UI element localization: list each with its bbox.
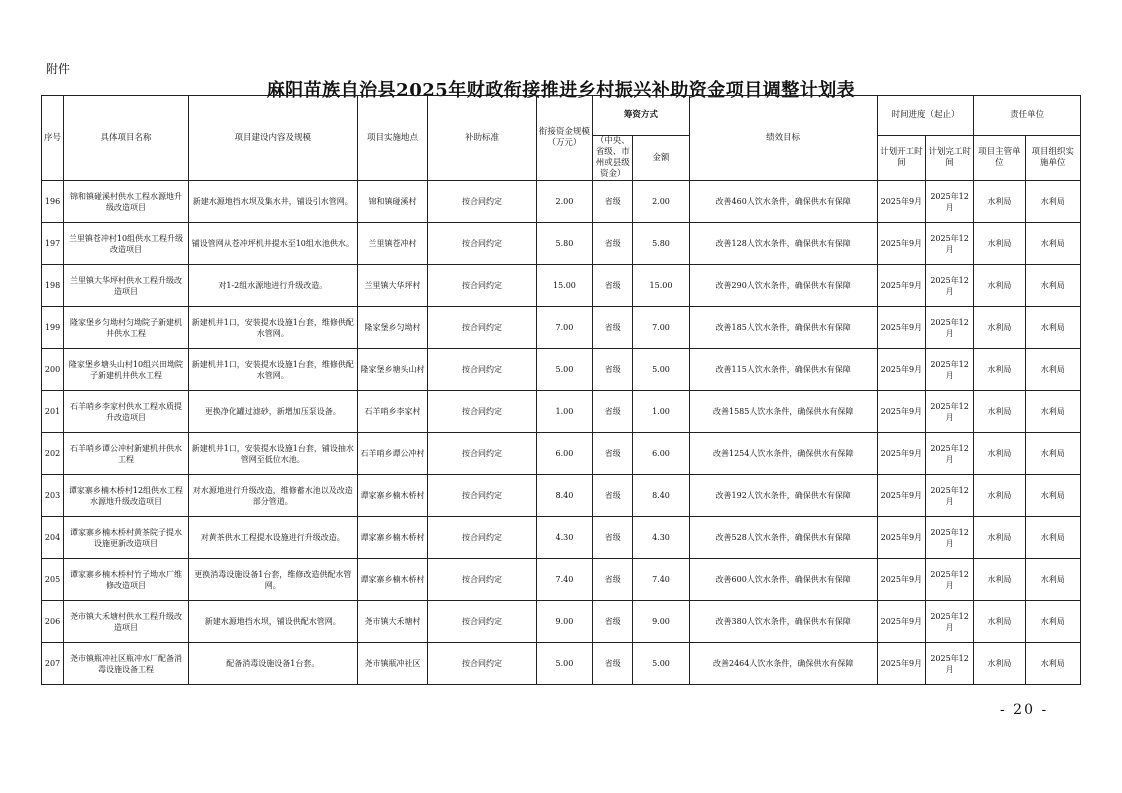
fund-source-cell: 省级 bbox=[593, 517, 633, 559]
performance-goal-cell: 改善528人饮水条件，确保供水有保障 bbox=[689, 517, 877, 559]
planned-end-cell: 2025年12月 bbox=[925, 433, 973, 475]
fund-amount-cell: 5.00 bbox=[633, 349, 689, 391]
header-funding-source: （中央、省级、市州或县级资金） bbox=[593, 136, 633, 181]
table-row bbox=[42, 349, 1081, 391]
subsidy-standard-cell: 按合同约定 bbox=[428, 433, 537, 475]
planned-start-cell: 2025年9月 bbox=[877, 517, 925, 559]
subsidy-standard-cell: 按合同约定 bbox=[428, 643, 537, 685]
planned-start-cell: 2025年9月 bbox=[877, 601, 925, 643]
planned-start-cell: 2025年9月 bbox=[877, 475, 925, 517]
project-content-cell: 配备消毒设施设备1台套。 bbox=[188, 643, 357, 685]
row-number-cell: 199 bbox=[42, 307, 64, 349]
header-name: 具体项目名称 bbox=[64, 96, 189, 181]
header-no: 序号 bbox=[42, 96, 64, 181]
implementing-unit-cell: 水利局 bbox=[1025, 601, 1080, 643]
planned-start-cell: 2025年9月 bbox=[877, 643, 925, 685]
managing-dept-cell: 水利局 bbox=[974, 307, 1025, 349]
subsidy-standard-cell: 按合同约定 bbox=[428, 475, 537, 517]
project-content-cell: 对黄茶供水工程提水设施进行升级改造。 bbox=[188, 517, 357, 559]
implementing-unit-cell: 水利局 bbox=[1025, 433, 1080, 475]
project-location-cell: 锦和镇碰溪村 bbox=[357, 181, 427, 223]
planned-end-cell: 2025年12月 bbox=[925, 223, 973, 265]
implementing-unit-cell: 水利局 bbox=[1025, 475, 1080, 517]
header-scale: 衔接资金规模（万元） bbox=[536, 96, 592, 181]
implementing-unit-cell: 水利局 bbox=[1025, 643, 1080, 685]
header-responsible: 责任单位 bbox=[974, 96, 1081, 136]
fund-scale-cell: 2.00 bbox=[536, 181, 592, 223]
managing-dept-cell: 水利局 bbox=[974, 391, 1025, 433]
header-impl: 项目组织实施单位 bbox=[1025, 136, 1080, 181]
implementing-unit-cell: 水利局 bbox=[1025, 349, 1080, 391]
fund-amount-cell: 5.00 bbox=[633, 643, 689, 685]
planned-start-cell: 2025年9月 bbox=[877, 391, 925, 433]
implementing-unit-cell: 水利局 bbox=[1025, 265, 1080, 307]
row-number-cell: 201 bbox=[42, 391, 64, 433]
fund-source-cell: 省级 bbox=[593, 433, 633, 475]
managing-dept-cell: 水利局 bbox=[974, 475, 1025, 517]
subsidy-standard-cell: 按合同约定 bbox=[428, 265, 537, 307]
subsidy-standard-cell: 按合同约定 bbox=[428, 391, 537, 433]
performance-goal-cell: 改善128人饮水条件，确保供水有保障 bbox=[689, 223, 877, 265]
fund-amount-cell: 7.00 bbox=[633, 307, 689, 349]
project-content-cell: 更换消毒设施设备1台套，维修改造供配水管网。 bbox=[188, 559, 357, 601]
project-name-cell: 锦和镇碰溪村供水工程水源地升级改造项目 bbox=[64, 181, 189, 223]
project-location-cell: 兰里镇大华坪村 bbox=[357, 265, 427, 307]
fund-source-cell: 省级 bbox=[593, 601, 633, 643]
table-row bbox=[42, 391, 1081, 433]
row-number-cell: 205 bbox=[42, 559, 64, 601]
performance-goal-cell: 改善600人饮水条件，确保供水有保障 bbox=[689, 559, 877, 601]
header-goal: 绩效目标 bbox=[689, 96, 877, 181]
project-content-cell: 新建机井1口，安装提水设施1台套，维修供配水管网。 bbox=[188, 307, 357, 349]
fund-scale-cell: 5.00 bbox=[536, 349, 592, 391]
project-location-cell: 尧市镇瓶冲社区 bbox=[357, 643, 427, 685]
fund-scale-cell: 4.30 bbox=[536, 517, 592, 559]
planned-end-cell: 2025年12月 bbox=[925, 475, 973, 517]
fund-scale-cell: 7.00 bbox=[536, 307, 592, 349]
header-funding: 筹资方式 bbox=[593, 96, 690, 136]
row-number-cell: 196 bbox=[42, 181, 64, 223]
planned-end-cell: 2025年12月 bbox=[925, 307, 973, 349]
fund-amount-cell: 4.30 bbox=[633, 517, 689, 559]
managing-dept-cell: 水利局 bbox=[974, 433, 1025, 475]
table-row bbox=[42, 559, 1081, 601]
page-title: 麻阳苗族自治县2025年财政衔接推进乡村振兴补助资金项目调整计划表 bbox=[266, 80, 856, 101]
fund-amount-cell: 2.00 bbox=[633, 181, 689, 223]
row-number-cell: 202 bbox=[42, 433, 64, 475]
managing-dept-cell: 水利局 bbox=[974, 265, 1025, 307]
project-content-cell: 更换净化罐过滤砂，新增加压泵设备。 bbox=[188, 391, 357, 433]
fund-amount-cell: 8.40 bbox=[633, 475, 689, 517]
implementing-unit-cell: 水利局 bbox=[1025, 181, 1080, 223]
fund-source-cell: 省级 bbox=[593, 349, 633, 391]
fund-scale-cell: 9.00 bbox=[536, 601, 592, 643]
row-number-cell: 197 bbox=[42, 223, 64, 265]
fund-amount-cell: 9.00 bbox=[633, 601, 689, 643]
planned-start-cell: 2025年9月 bbox=[877, 349, 925, 391]
fund-source-cell: 省级 bbox=[593, 643, 633, 685]
subsidy-standard-cell: 按合同约定 bbox=[428, 349, 537, 391]
project-content-cell: 对水源地进行升级改造，维修蓄水池以及改造部分管道。 bbox=[188, 475, 357, 517]
project-content-cell: 铺设管网从苍冲坪机井提水至10组水池供水。 bbox=[188, 223, 357, 265]
planned-start-cell: 2025年9月 bbox=[877, 307, 925, 349]
subsidy-standard-cell: 按合同约定 bbox=[428, 559, 537, 601]
fund-scale-cell: 7.40 bbox=[536, 559, 592, 601]
header-schedule: 时间进度（起止） bbox=[877, 96, 974, 136]
performance-goal-cell: 改善185人饮水条件，确保供水有保障 bbox=[689, 307, 877, 349]
project-content-cell: 新建水源地挡水坝，铺设供配水管网。 bbox=[188, 601, 357, 643]
project-name-cell: 隆家堡乡塘头山村10组兴田坳院子新建机井供水工程 bbox=[64, 349, 189, 391]
project-name-cell: 石羊哨乡谭公冲村新建机井供水工程 bbox=[64, 433, 189, 475]
table-row bbox=[42, 601, 1081, 643]
planned-start-cell: 2025年9月 bbox=[877, 559, 925, 601]
header-end: 计划完工时间 bbox=[925, 136, 973, 181]
implementing-unit-cell: 水利局 bbox=[1025, 517, 1080, 559]
fund-source-cell: 省级 bbox=[593, 391, 633, 433]
managing-dept-cell: 水利局 bbox=[974, 181, 1025, 223]
fund-scale-cell: 5.80 bbox=[536, 223, 592, 265]
table-row bbox=[42, 181, 1081, 223]
fund-source-cell: 省级 bbox=[593, 307, 633, 349]
project-location-cell: 石羊哨乡谭公冲村 bbox=[357, 433, 427, 475]
attachment-label: 附件 bbox=[46, 62, 71, 76]
planned-end-cell: 2025年12月 bbox=[925, 265, 973, 307]
fund-amount-cell: 1.00 bbox=[633, 391, 689, 433]
planned-start-cell: 2025年9月 bbox=[877, 433, 925, 475]
project-content-cell: 对1-2组水源地进行升级改造。 bbox=[188, 265, 357, 307]
project-location-cell: 兰里镇苍冲村 bbox=[357, 223, 427, 265]
implementing-unit-cell: 水利局 bbox=[1025, 223, 1080, 265]
planned-end-cell: 2025年12月 bbox=[925, 391, 973, 433]
page-number: - 20 - bbox=[1000, 702, 1049, 718]
project-content-cell: 新建机井1口，安装提水设施1台套，维修供配水管网。 bbox=[188, 349, 357, 391]
project-location-cell: 尧市镇大禾塘村 bbox=[357, 601, 427, 643]
performance-goal-cell: 改善380人饮水条件，确保供水有保障 bbox=[689, 601, 877, 643]
project-location-cell: 谭家寨乡楠木桥村 bbox=[357, 475, 427, 517]
fund-amount-cell: 15.00 bbox=[633, 265, 689, 307]
subsidy-standard-cell: 按合同约定 bbox=[428, 601, 537, 643]
performance-goal-cell: 改善460人饮水条件，确保供水有保障 bbox=[689, 181, 877, 223]
fund-source-cell: 省级 bbox=[593, 559, 633, 601]
fund-scale-cell: 6.00 bbox=[536, 433, 592, 475]
planned-start-cell: 2025年9月 bbox=[877, 223, 925, 265]
fund-source-cell: 省级 bbox=[593, 181, 633, 223]
header-location: 项目实施地点 bbox=[357, 96, 427, 181]
project-name-cell: 石羊哨乡李家村供水工程水质提升改造项目 bbox=[64, 391, 189, 433]
fund-amount-cell: 6.00 bbox=[633, 433, 689, 475]
performance-goal-cell: 改善2464人饮水条件，确保供水有保障 bbox=[689, 643, 877, 685]
project-location-cell: 隆家堡乡塘头山村 bbox=[357, 349, 427, 391]
managing-dept-cell: 水利局 bbox=[974, 559, 1025, 601]
project-name-cell: 隆家堡乡匀坳村匀坳院子新建机井供水工程 bbox=[64, 307, 189, 349]
project-location-cell: 谭家寨乡楠木桥村 bbox=[357, 559, 427, 601]
managing-dept-cell: 水利局 bbox=[974, 643, 1025, 685]
implementing-unit-cell: 水利局 bbox=[1025, 391, 1080, 433]
subsidy-standard-cell: 按合同约定 bbox=[428, 307, 537, 349]
fund-source-cell: 省级 bbox=[593, 265, 633, 307]
table-row bbox=[42, 643, 1081, 685]
subsidy-standard-cell: 按合同约定 bbox=[428, 223, 537, 265]
planned-end-cell: 2025年12月 bbox=[925, 181, 973, 223]
project-table bbox=[41, 95, 1081, 685]
fund-scale-cell: 1.00 bbox=[536, 391, 592, 433]
table-row bbox=[42, 265, 1081, 307]
row-number-cell: 200 bbox=[42, 349, 64, 391]
header-dept: 项目主管单位 bbox=[974, 136, 1025, 181]
project-name-cell: 兰里镇大华坪村供水工程升级改造项目 bbox=[64, 265, 189, 307]
table-row bbox=[42, 223, 1081, 265]
performance-goal-cell: 改善290人饮水条件，确保供水有保障 bbox=[689, 265, 877, 307]
project-name-cell: 尧市镇瓶冲社区瓶冲水厂配备消毒设施设备工程 bbox=[64, 643, 189, 685]
subsidy-standard-cell: 按合同约定 bbox=[428, 517, 537, 559]
project-location-cell: 隆家堡乡匀坳村 bbox=[357, 307, 427, 349]
fund-source-cell: 省级 bbox=[593, 475, 633, 517]
project-content-cell: 新建机井1口，安装提水设施1台套，铺设抽水管网至低位水池。 bbox=[188, 433, 357, 475]
subsidy-standard-cell: 按合同约定 bbox=[428, 181, 537, 223]
planned-end-cell: 2025年12月 bbox=[925, 643, 973, 685]
planned-start-cell: 2025年9月 bbox=[877, 181, 925, 223]
planned-end-cell: 2025年12月 bbox=[925, 349, 973, 391]
managing-dept-cell: 水利局 bbox=[974, 601, 1025, 643]
row-number-cell: 203 bbox=[42, 475, 64, 517]
row-number-cell: 207 bbox=[42, 643, 64, 685]
planned-end-cell: 2025年12月 bbox=[925, 559, 973, 601]
project-content-cell: 新建水源地挡水坝及集水井，铺设引水管网。 bbox=[188, 181, 357, 223]
performance-goal-cell: 改善1585人饮水条件，确保供水有保障 bbox=[689, 391, 877, 433]
fund-source-cell: 省级 bbox=[593, 223, 633, 265]
planned-end-cell: 2025年12月 bbox=[925, 601, 973, 643]
header-content: 项目建设内容及规模 bbox=[188, 96, 357, 181]
planned-start-cell: 2025年9月 bbox=[877, 265, 925, 307]
implementing-unit-cell: 水利局 bbox=[1025, 307, 1080, 349]
row-number-cell: 204 bbox=[42, 517, 64, 559]
project-name-cell: 尧市镇大禾塘村供水工程升级改造项目 bbox=[64, 601, 189, 643]
table-row bbox=[42, 307, 1081, 349]
managing-dept-cell: 水利局 bbox=[974, 223, 1025, 265]
table-row bbox=[42, 475, 1081, 517]
project-name-cell: 谭家寨乡楠木桥村黄茶院子提水设施更新改造项目 bbox=[64, 517, 189, 559]
project-location-cell: 石羊哨乡李家村 bbox=[357, 391, 427, 433]
project-name-cell: 兰里镇苍冲村10组供水工程升级改造项目 bbox=[64, 223, 189, 265]
table-row bbox=[42, 433, 1081, 475]
performance-goal-cell: 改善115人饮水条件，确保供水有保障 bbox=[689, 349, 877, 391]
project-name-cell: 谭家寨乡楠木桥村12组供水工程水源地升级改造项目 bbox=[64, 475, 189, 517]
project-location-cell: 谭家寨乡楠木桥村 bbox=[357, 517, 427, 559]
project-name-cell: 谭家寨乡楠木桥村竹子坳水厂维修改造项目 bbox=[64, 559, 189, 601]
fund-amount-cell: 5.80 bbox=[633, 223, 689, 265]
header-start: 计划开工时间 bbox=[877, 136, 925, 181]
fund-amount-cell: 7.40 bbox=[633, 559, 689, 601]
performance-goal-cell: 改善192人饮水条件，确保供水有保障 bbox=[689, 475, 877, 517]
planned-end-cell: 2025年12月 bbox=[925, 517, 973, 559]
managing-dept-cell: 水利局 bbox=[974, 349, 1025, 391]
fund-scale-cell: 8.40 bbox=[536, 475, 592, 517]
header-funding-amount: 金额 bbox=[633, 136, 689, 181]
table-row bbox=[42, 517, 1081, 559]
row-number-cell: 198 bbox=[42, 265, 64, 307]
performance-goal-cell: 改善1254人饮水条件，确保供水有保障 bbox=[689, 433, 877, 475]
implementing-unit-cell: 水利局 bbox=[1025, 559, 1080, 601]
header-standard: 补助标准 bbox=[428, 96, 537, 181]
fund-scale-cell: 15.00 bbox=[536, 265, 592, 307]
row-number-cell: 206 bbox=[42, 601, 64, 643]
managing-dept-cell: 水利局 bbox=[974, 517, 1025, 559]
fund-scale-cell: 5.00 bbox=[536, 643, 592, 685]
